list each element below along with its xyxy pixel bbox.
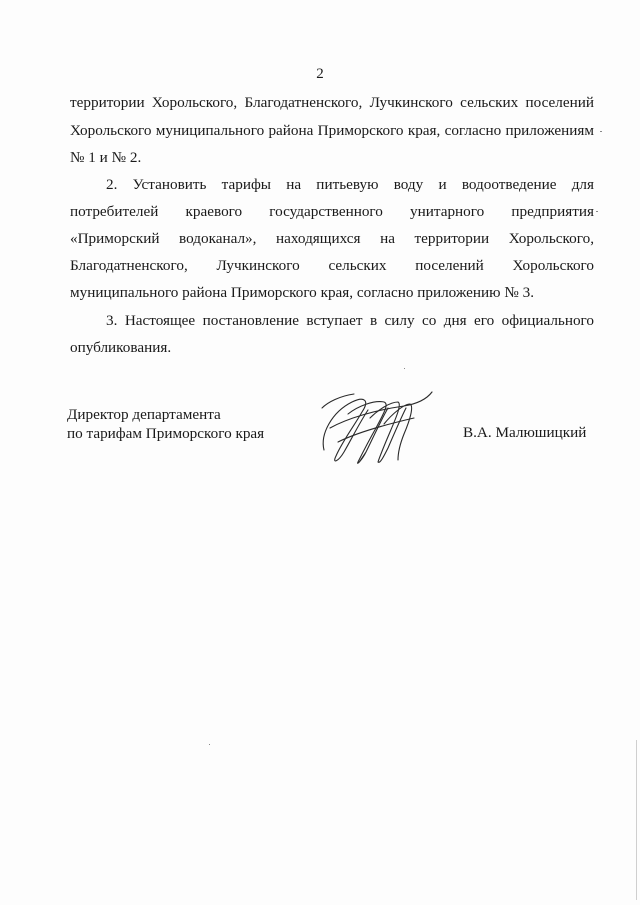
page-number: 2 bbox=[316, 66, 324, 82]
paragraph-3-line-2: опубликования. bbox=[70, 339, 172, 356]
paragraph-1-line-3: № 1 и № 2. bbox=[70, 149, 142, 166]
paragraph-2-line-2: потребителей краевого государственного унитарного предприятия bbox=[70, 203, 594, 220]
scan-speck bbox=[404, 368, 405, 369]
paragraph-1-line-1: территории Хорольского, Благодатненского, Лучкинского сельских поселений bbox=[70, 94, 594, 111]
scan-edge-line bbox=[636, 740, 637, 900]
paragraph-2-line-4: Благодатненского, Лучкинского сельских поселений Хорольского bbox=[70, 257, 594, 274]
scan-speck bbox=[600, 131, 602, 132]
paragraph-2-line-3: «Приморский водоканал», находящихся на территории Хорольского, bbox=[70, 230, 594, 247]
signatory-title-line-1: Директор департамента bbox=[67, 406, 221, 423]
scan-speck bbox=[209, 744, 210, 745]
scan-speck bbox=[596, 211, 598, 212]
handwritten-signature bbox=[318, 384, 436, 468]
paragraph-2-line-1: 2. Установить тарифы на питьевую воду и водоотведение для bbox=[106, 176, 594, 193]
paragraph-3-line-1: 3. Настоящее постановление вступает в силу со дня его официального bbox=[106, 312, 594, 329]
paragraph-2-line-5: муниципального района Приморского края, согласно приложению № 3. bbox=[70, 284, 534, 301]
signatory-name: В.А. Малюшицкий bbox=[463, 424, 587, 441]
signatory-title-line-2: по тарифам Приморского края bbox=[67, 425, 265, 442]
paragraph-1-line-2: Хорольского муниципального района Приморского края, согласно приложениям bbox=[70, 122, 594, 139]
